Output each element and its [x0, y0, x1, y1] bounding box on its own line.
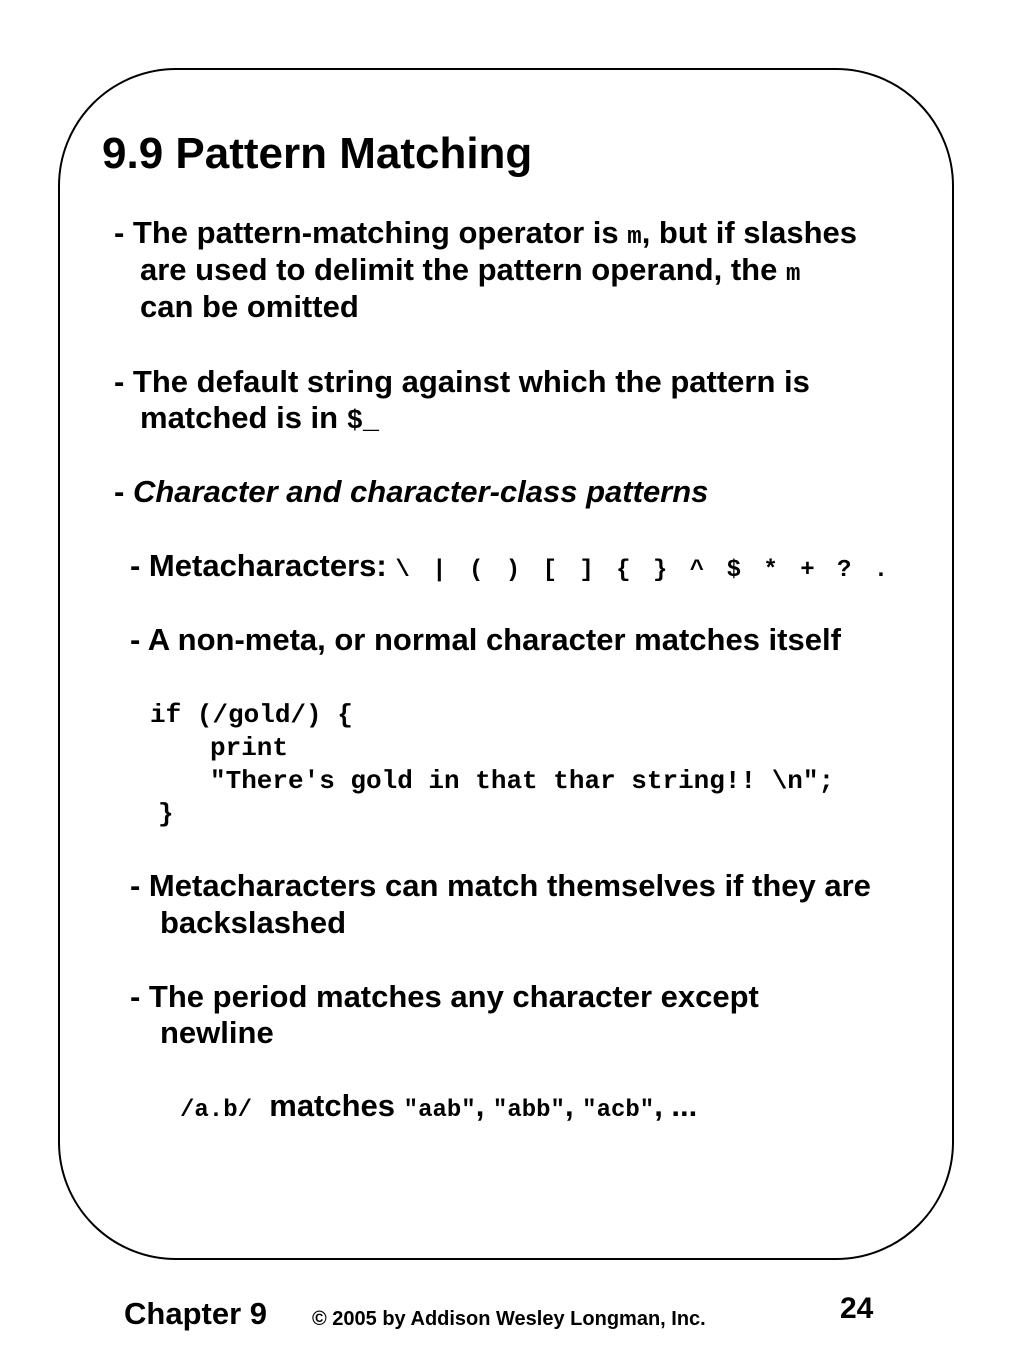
backslash-note-line2: backslashed — [160, 905, 347, 940]
footer-chapter: Chapter 9 — [124, 1296, 267, 1331]
example-match-3: "acb" — [582, 1097, 655, 1124]
bullet-text: matched is in — [140, 400, 347, 435]
backslash-note-line1: - Metacharacters can match themselves if they are — [130, 868, 871, 903]
bullet-operator-line1 — [114, 214, 857, 256]
example-separator: , — [475, 1088, 493, 1123]
code-m: m — [785, 261, 801, 288]
code-m: m — [627, 224, 642, 251]
bullet-text: are used to delimit the pattern operand, the — [140, 252, 786, 287]
period-note-line1: - The period matches any character except — [130, 979, 759, 1014]
example-separator: , — [564, 1088, 583, 1123]
bullet-default-line1: - The default string against which the pattern is — [114, 364, 810, 399]
bullet-dash: - — [114, 474, 133, 509]
period-note-line2: newline — [160, 1015, 274, 1050]
example-match-2: "abb" — [492, 1097, 565, 1124]
page-title: 9.9 Pattern Matching — [102, 129, 533, 178]
example-line — [180, 1087, 697, 1129]
metacharacters-line — [130, 547, 892, 589]
code-line-close: } — [158, 799, 174, 829]
bullet-default-line2 — [140, 399, 379, 441]
bullet-text: , but if slashes — [641, 215, 858, 250]
page-number: 24 — [840, 1292, 874, 1325]
metacharacters-list: \ | ( ) [ ] { } ^ $ * + ? . — [395, 557, 893, 584]
example-matches-word: matches — [269, 1088, 396, 1123]
code-dollar-underscore: $_ — [346, 407, 380, 437]
code-line-print: print — [210, 733, 289, 763]
metacharacters-label: - Metacharacters: — [130, 548, 396, 583]
footer-copyright: © 2005 by Addison Wesley Longman, Inc. — [312, 1308, 706, 1330]
bullet-character-patterns — [114, 473, 708, 510]
bullet-italic-text: Character and character-class patterns — [132, 474, 709, 509]
example-pattern: /a.b/ — [180, 1097, 253, 1124]
bullet-text: - The pattern-matching operator is — [114, 215, 628, 250]
code-line-if: if (/gold/) { — [150, 700, 353, 730]
code-line-string: "There's gold in that thar string!! \n"; — [210, 766, 835, 796]
example-tail: , ... — [654, 1088, 698, 1123]
normal-character-line: - A non-meta, or normal character matches itself — [130, 622, 841, 657]
bullet-operator-line3: can be omitted — [140, 289, 359, 324]
bullet-operator-line2 — [140, 251, 800, 293]
example-match-1: "aab" — [403, 1097, 476, 1124]
